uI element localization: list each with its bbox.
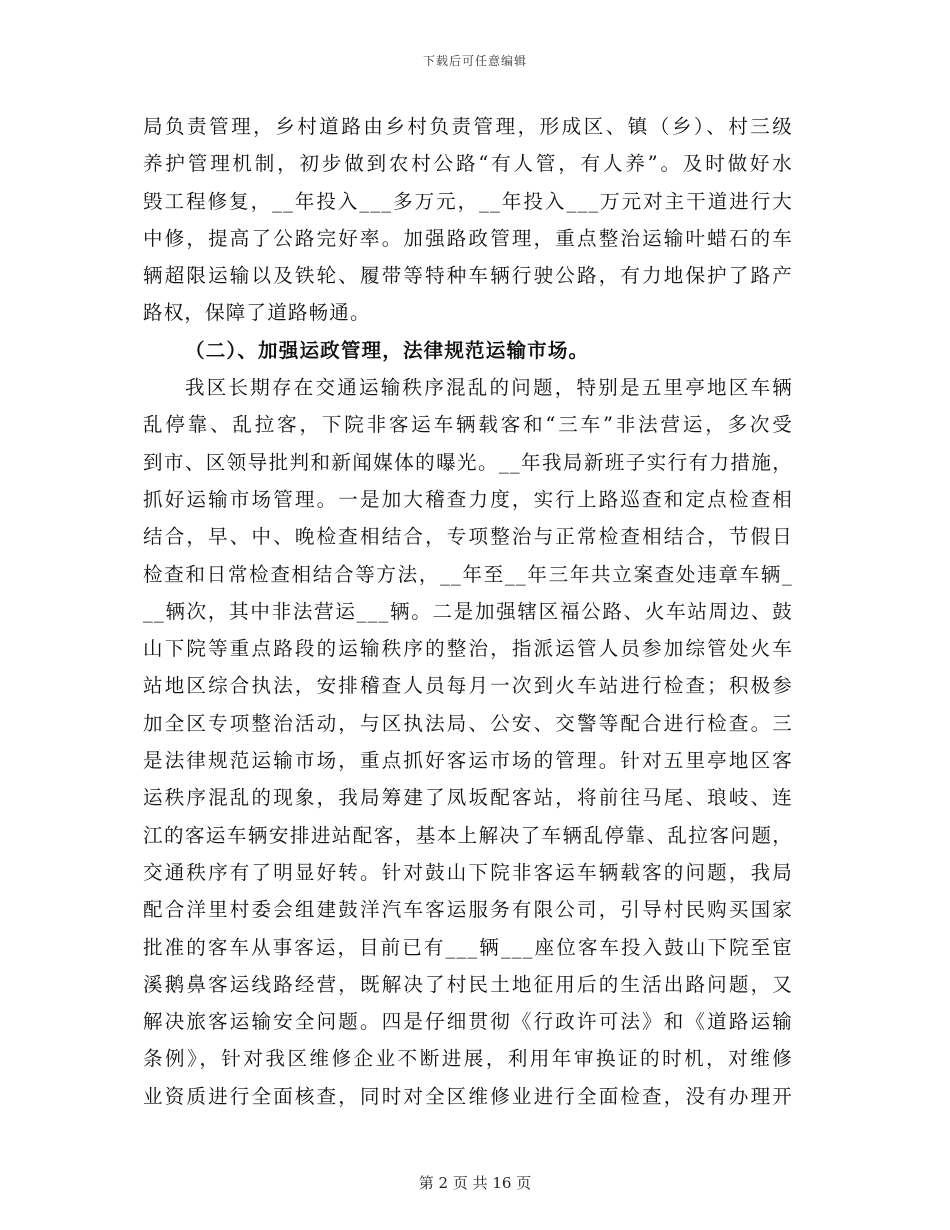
text-line: 解决旅客运输安全问题。四是仔细贯彻《行政许可法》和《道路运输: [143, 1010, 793, 1034]
text-line: 加全区专项整治活动，与区执法局、公安、交警等配合进行检查。三: [143, 711, 793, 735]
text-line: 运秩序混乱的现象，我局筹建了凤坂配客站，将前往马尾、琅岐、连: [143, 786, 793, 810]
text-line: 站地区综合执法，安排稽查人员每月一次到火车站进行检查；积极参: [143, 674, 793, 698]
text-line: 是法律规范运输市场，重点抓好客运市场的管理。针对五里亭地区客: [143, 749, 793, 773]
text-line: 抓好运输市场管理。一是加大稽查力度，实行上路巡查和定点检查相: [143, 487, 793, 511]
text-line: 配合洋里村委会组建鼓洋汽车客运服务有限公司，引导村民购买国家: [143, 898, 793, 922]
text-line: 条例》，针对我区维修企业不断进展，利用年审换证的时机，对维修: [143, 1047, 793, 1071]
page-number: 第 2 页 共 16 页: [418, 1174, 532, 1192]
text-line: 批准的客车从事客运，目前已有___辆___座位客车投入鼓山下院至宦: [143, 935, 793, 959]
text-line: __辆次，其中非法营运___辆。二是加强辖区福公路、火车站周边、鼓: [143, 599, 793, 623]
text-line: 局负责管理，乡村道路由乡村负责管理，形成区、镇（乡）、村三级: [143, 115, 793, 138]
text-line: 业资质进行全面核查，同时对全区维修业进行全面检查，没有办理开: [143, 1084, 793, 1108]
section-heading: （二）、加强运政管理，法律规范运输市场。: [185, 338, 590, 362]
text-line: 路权，保障了道路畅通。: [143, 301, 371, 325]
text-line: 我区长期存在交通运输秩序混乱的问题，特别是五里亭地区车辆: [185, 376, 793, 400]
text-line: 检查和日常检查相结合等方法，__年至__年三年共立案查处违章车辆_: [143, 562, 793, 586]
document-body: [143, 108, 793, 1115]
text-line: 江的客运车辆安排进站配客，基本上解决了车辆乱停靠、乱拉客问题，: [143, 823, 793, 847]
text-line: 毁工程修复，__年投入___多万元，__年投入___万元对主干道进行大: [143, 189, 793, 213]
text-line: 中修，提高了公路完好率。加强路政管理，重点整治运输叶蜡石的车: [143, 226, 793, 250]
text-line: 乱停靠、乱拉客，下院非客运车辆载客和“三车”非法营运，多次受: [143, 413, 793, 437]
text-line: 结合，早、中、晚检查相结合，专项整治与正常检查相结合，节假日: [143, 525, 793, 549]
text-line: 到市、区领导批判和新闻媒体的曝光。__年我局新班子实行有力措施，: [143, 450, 793, 474]
text-line: 溪鹅鼻客运线路经营，既解决了村民土地征用后的生活出路问题，又: [143, 972, 793, 996]
text-line: 养护管理机制，初步做到农村公路“有人管，有人养”。及时做好水: [143, 152, 793, 176]
text-line: 山下院等重点路段的运输秩序的整治，指派运管人员参加综管处火车: [143, 637, 793, 661]
text-line: 辆超限运输以及铁轮、履带等特种车辆行驶公路，有力地保护了路产: [143, 264, 793, 288]
text-line: 交通秩序有了明显好转。针对鼓山下院非客运车辆载客的问题，我局: [143, 860, 793, 884]
page-header-note: 下载后可任意编辑: [422, 54, 527, 68]
